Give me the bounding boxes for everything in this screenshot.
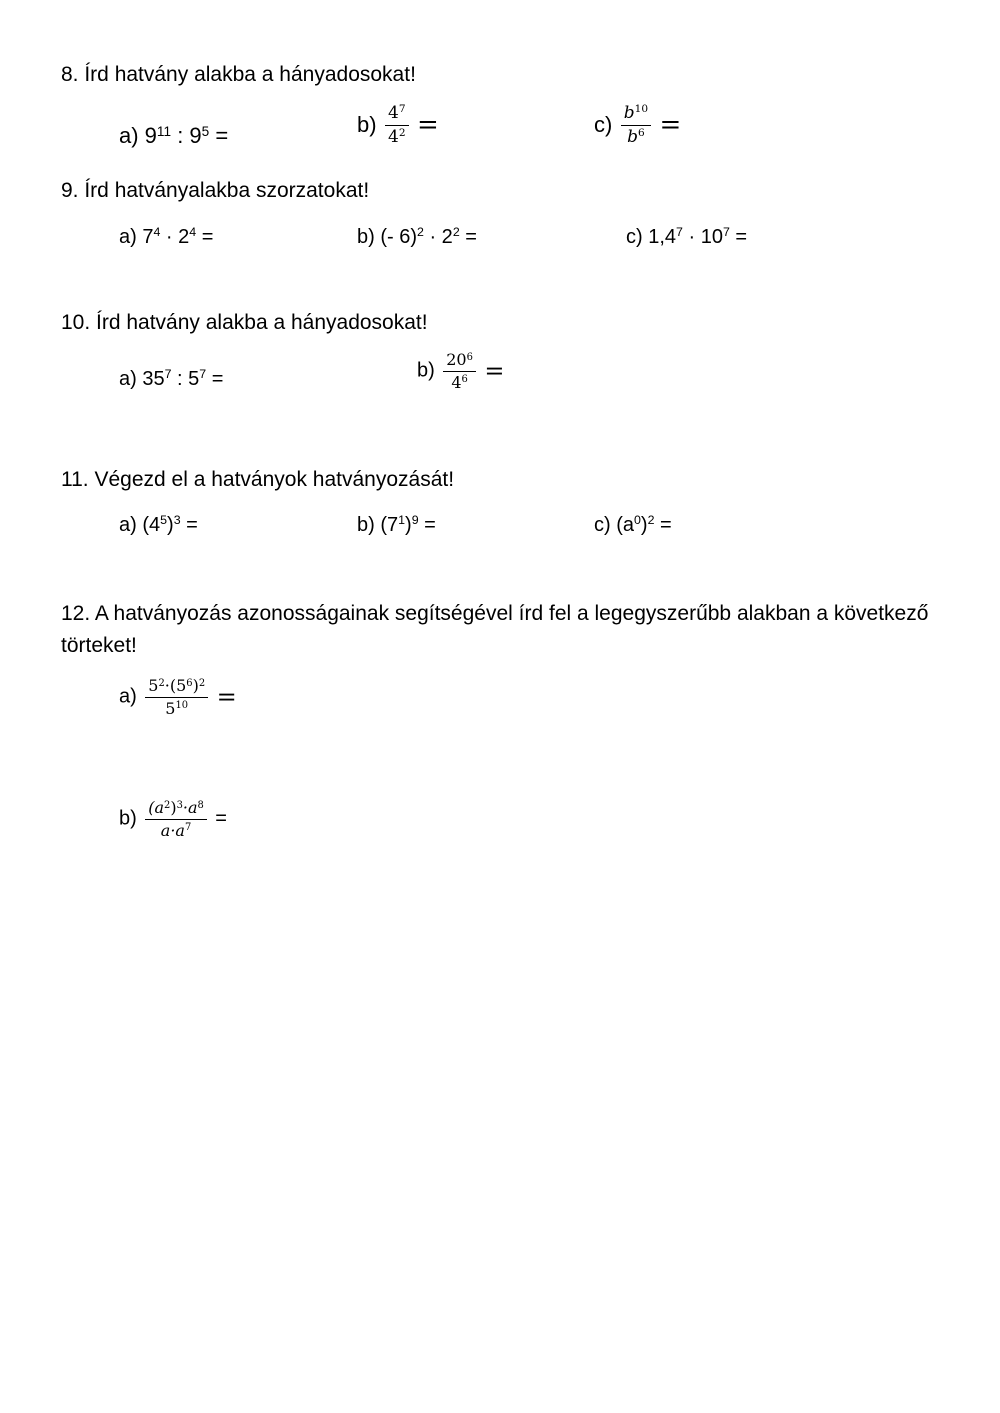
q10-item-b: b) $\frac{20^6}{4^6}$ =: [417, 350, 505, 392]
q12-title-line2: törteket!: [61, 634, 137, 657]
fraction: $\frac{5^2\cdot(5^6)^2}{5^{10}}$: [145, 677, 208, 717]
fraction: $\frac{4^7}{4^2}$: [385, 104, 409, 146]
q8-title: 8. Írd hatvány alakba a hányadosokat!: [61, 63, 416, 86]
q12-item-b: b) $\frac{(a^2)^3\cdot a^8}{a\cdot a^7}$ =: [119, 798, 227, 840]
q9-item-b: b) (- $6)^2 \cdot 2^2$ =: [357, 225, 477, 248]
q11-item-a: a) $(4^5)^3$ =: [119, 513, 198, 536]
q9-title: 9. Írd hatványalakba szorzatokat!: [61, 179, 370, 202]
q8-item-c: c) $\frac{b^{10}}{b^6}$ =: [594, 103, 682, 147]
q11-item-c: c) $(a^0)^2$ =: [594, 513, 672, 536]
q12-title-line1: 12. A hatványozás azonosságainak segítségével írd fel a legegyszerűbb alakban a következő: [61, 602, 929, 625]
fraction: $\frac{(a^2)^3\cdot a^8}{a\cdot a^7}$: [145, 799, 207, 839]
fraction: $\frac{b^{10}}{b^6}$: [621, 104, 651, 146]
q12-item-a: a) $\frac{5^2\cdot(5^6)^2}{5^{10}}$ =: [119, 676, 237, 718]
q11-item-b: b) $(7^1)^9$ =: [357, 513, 436, 536]
q8-item-b: b) $\frac{4^7}{4^2}$ =: [357, 103, 439, 147]
q10-item-a: a) $35^7$ : $5^7$ =: [119, 367, 224, 390]
q9-item-c: c) $1,4^7 \cdot 10^7$ =: [626, 225, 748, 248]
q9-item-a: a) $7^4 \cdot 2^4$ =: [119, 225, 214, 248]
q11-title: 11. Végezd el a hatványok hatványozását!: [61, 468, 455, 491]
q8-item-a: a) $9^{11}$ : $9^5$ =: [119, 123, 229, 148]
q10-title: 10. Írd hatvány alakba a hányadosokat!: [61, 311, 428, 334]
fraction: $\frac{20^6}{4^6}$: [443, 351, 476, 391]
